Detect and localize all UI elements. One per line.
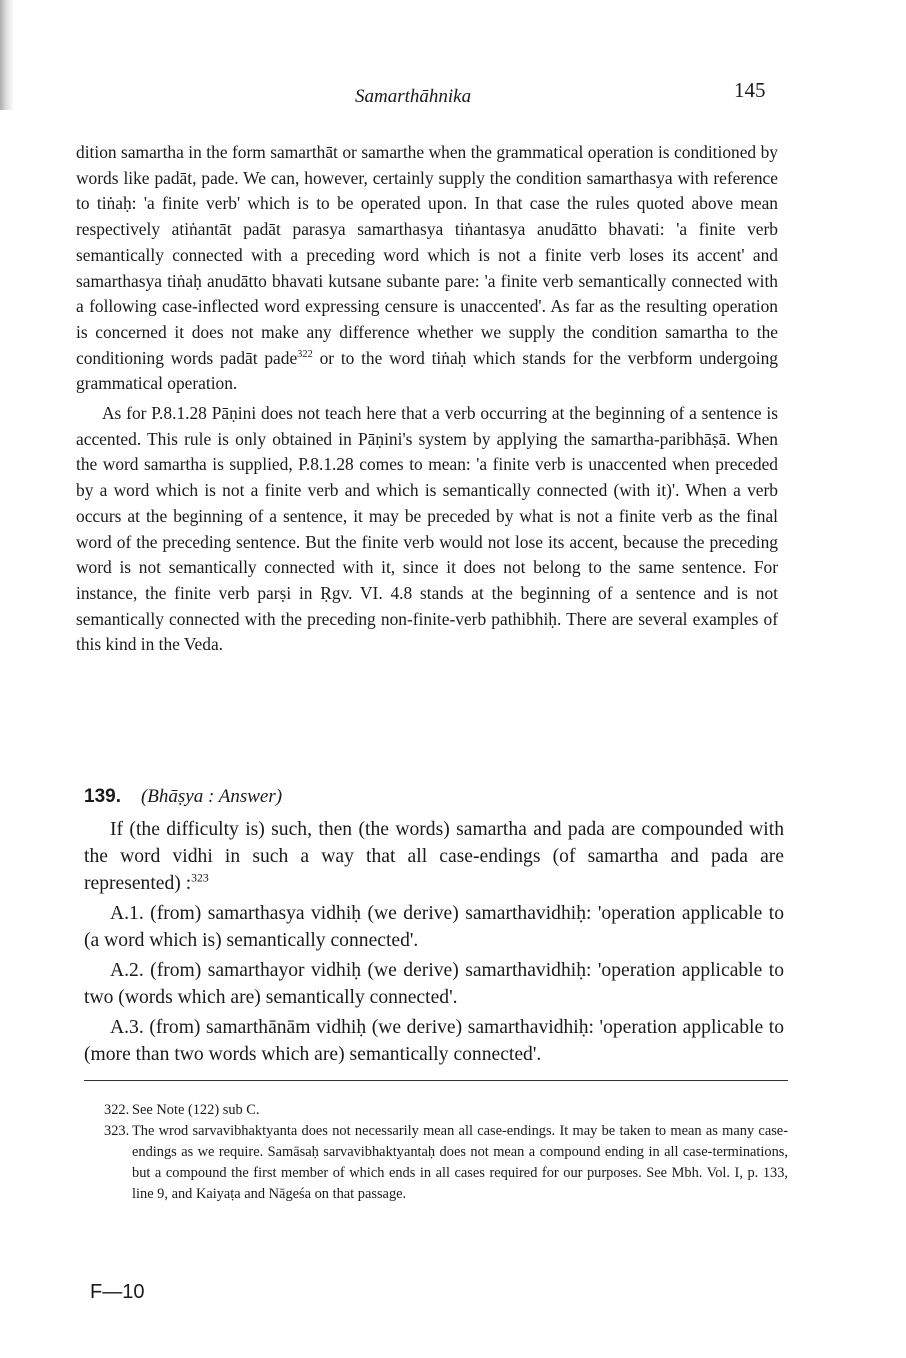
paragraph-1	[76, 140, 778, 397]
section-number: 139.	[84, 786, 121, 807]
running-title: Samarthāhnika	[355, 86, 472, 107]
answer-intro-text: If (the difficulty is) such, then (the words) samartha and pada are compounded with the word vidhi in such a way that all case-endings (of samartha and pada are represented) :	[84, 819, 784, 894]
paragraph-1-end: or to the word tiṅaḥ which stands for the verbform undergoing grammatical operation.	[76, 347, 778, 394]
footnote-ref-322: 322	[297, 348, 313, 360]
answer-a3: A.3. (from) samarthānām vidhiḥ (we derive) samarthavidhiḥ: 'operation applicable to (more than two words which are) semantically connected'.	[84, 1017, 784, 1065]
answer-intro	[84, 816, 784, 897]
footnote-text: See Note (122) sub C.	[132, 1102, 260, 1118]
scan-edge-shadow	[0, 0, 14, 110]
footnote-322	[104, 1100, 788, 1121]
footnote-number: 322.	[104, 1102, 130, 1118]
answer-a2: A.2. (from) samarthayor vidhiḥ (we derive) samarthavidhiḥ: 'operation applicable to two (words which are) semantically connected'.	[84, 960, 784, 1008]
answer-text	[84, 816, 784, 1068]
paragraph-2: As for P.8.1.28 Pāṇini does not teach here that a verb occurring at the beginning of a sentence is accented. This rule is only obtained in Pāṇini's system by applying the samartha-paribhāṣā. When the word samartha is supplied, P.8.1.28 comes to mean: 'a finite verb is unaccented when preceded by a word which is not a finite verb and which is semantically connected (with it)'. When a verb occurs at the beginning of a sentence, it may be preceded by what is not a finite verb as the final word of the preceding sentence. But the finite verb would not lose its accent, because the preceding word is not semantically connected with it, since it does not belong to the same sentence. For instance, the finite verb parṣi in Ṛgv. VI. 4.8 stands at the beginning of a sentence and is not semantically connected with the preceding non-finite-verb pathibhiḥ. There are several examples of this kind in the Veda.	[76, 403, 778, 655]
signature-mark: F—10	[90, 1281, 145, 1303]
footnote-divider	[84, 1080, 788, 1081]
body-text	[76, 140, 778, 658]
footnotes	[104, 1100, 788, 1205]
footnote-number: 323.	[104, 1123, 130, 1139]
paragraph-1-text: dition samartha in the form samarthāt or samarthe when the grammatical operation is conditioned by words like padāt, pade. We can, however, certainly supply the condition samarthasya with reference to tiṅaḥ: 'a finite verb' which is to be operated upon. In that case the rules quoted above mean respectively atiṅantāt padāt parasya samarthasya tiṅantasya anudātto bhavati: 'a finite verb semantically connected with a preceding word which is not a finite verb loses its accent' and samarthasya tiṅaḥ anudātto bhavati kutsane subante pare: 'a finite verb semantically connected with a following case-inflected word expressing censure is unaccented'. As far as the resulting operation is concerned it does not make any difference whether we supply the condition samartha to the conditioning words padāt pade	[76, 142, 778, 368]
footnote-text: The wrod sarvavibhaktyanta does not necessarily mean all case-endings. It may be taken to mean as many case-endings as we require. Samāsaḥ sarvavibhaktyantaḥ does not mean a compound ending in all case-terminations, but a compound the first member of which ends in all cases required for our purposes. See Mbh. Vol. I, p. 133, line 9, and Kaiyaṭa and Nāgeśa on that passage.	[132, 1123, 788, 1202]
page-number: 145	[734, 78, 766, 102]
answer-a1: A.1. (from) samarthasya vidhiḥ (we derive) samarthavidhiḥ: 'operation applicable to (a word which is) semantically connected'.	[84, 903, 784, 951]
footnote-ref-323: 323	[191, 871, 209, 885]
section-heading	[84, 786, 282, 808]
section-label: (Bhāṣya : Answer)	[140, 786, 283, 807]
footnote-323	[104, 1121, 788, 1205]
